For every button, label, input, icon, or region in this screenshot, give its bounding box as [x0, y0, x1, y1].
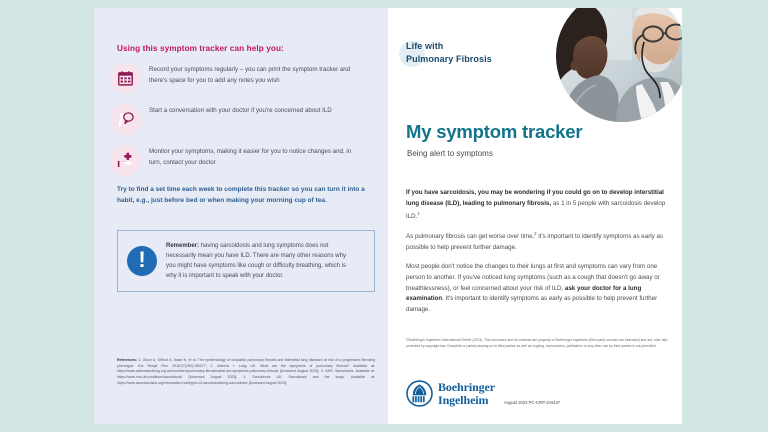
references-label: References: [117, 358, 138, 362]
references-block [117, 358, 375, 386]
paragraph-1-bold: If you have sarcoidosis, you may be wondering if you could go on to develop interstitial lung disease (ILD), leading to pulmonary fibrosis, [406, 189, 664, 207]
remember-lead: Remember: [166, 242, 200, 249]
paragraph-2-ref: 2 [534, 231, 537, 237]
remember-body: having sarcoidosis and lung symptoms does not necessarily mean you have ILD. There are many other reasons why you might have symptoms like cough or difficulty breathing, which is why it is important to speak with your doctor. [166, 242, 346, 280]
brand-lockup [406, 40, 492, 66]
list-item-label: Record your symptoms regularly – you can print the symptom tracker and there's space for you to add any notes you wish [149, 66, 351, 84]
references-body: 1. Olson A, Gifford A, Inase N, et al. The epidemiology of idiopathic pulmonary fibrosis and interstitial lung diseases at risk of a progressive-fibrosing phenotype. Eur Respir Rev. 2018;27(150):180077; 2. Asthma + Lung UK. What are the symptoms of pulmonary fibrosis? Available at: https://www.asthmaandlung.org.uk/conditions/pulmonary-fibrosis/what-are-symptoms-pulmonary-fibrosis [Accessed August 2023]; 3. NHS. Sarcoidosis. Available at: https://www.nhs.uk/conditions/sarcoidosis/ [Accessed August 2023]; 4. Sarcoidosis UK. Sarcoidosis and the lungs. Available at: https://www.sarcoidosisuk.org/information-hub/types-of-sarcoidosis/lung-sarcoidosis/ [Accessed August 2023]. [117, 358, 375, 385]
boehringer-ingelheim-logo [406, 380, 560, 407]
bi-wordmark [438, 381, 495, 407]
paragraph-3-tail: . It's important to identify symptoms as early as possible to help prevent further damage. [406, 295, 658, 314]
paragraph-2 [406, 230, 666, 254]
hero-photo [556, 8, 682, 122]
hand-care-icon [110, 145, 141, 176]
list-item-label: Start a conversation with your doctor if you're concerned about ILD [149, 107, 332, 114]
right-page-panel [388, 8, 682, 424]
paragraph-1 [406, 188, 666, 222]
paragraph-2-normal: As pulmonary fibrosis can get worse over time, [406, 233, 535, 241]
conversation-icon [110, 104, 141, 135]
page-title: My symptom tracker [406, 121, 583, 142]
remember-callout-text [166, 241, 358, 281]
left-panel-heading: Using this symptom tracker can help you: [117, 44, 284, 53]
paragraph-3-bold: ask your doctor for a lung examination [406, 284, 642, 303]
bi-wordmark-line-2: Ingelheim [438, 393, 489, 408]
list-item [110, 62, 376, 94]
bi-mark-icon [406, 380, 433, 407]
benefits-list [110, 62, 376, 185]
paragraph-3 [406, 262, 666, 316]
brand-line-2: Pulmonary Fibrosis [406, 53, 492, 64]
brand-line-1: Life with [406, 41, 444, 51]
paragraph-2-tail: it's important to identify symptoms as early as possible to help prevent further damage. [406, 233, 663, 252]
bi-wordmark-line-1: Boehringer [438, 380, 495, 395]
copyright-text: ©Boehringer Ingelheim International GmbH (2023). This document and its contents are property of Boehringer Ingelheim (third party sources are indicated) and are, inter alia, protected by copyright law. Complete or partial passing on to third parties as well as copying, reproduction, publication or any other use by third parties is not permitted. [406, 338, 668, 348]
paragraph-1-ref: 1 [417, 210, 420, 216]
list-item [110, 144, 376, 176]
list-item [110, 103, 376, 135]
paragraph-1-normal: as 1 in 5 people with sarcoidosis develop ILD. [406, 199, 666, 220]
list-item-label: Monitor your symptoms, making it easier for you to notice changes and, in turn, contact your doctor [149, 148, 352, 166]
habit-tip-text: Try to find a set time each week to complete this tracker so you can turn it into a habit, e.g., just before bed or when making your morning cup of tea. [117, 186, 365, 204]
paragraph-3-normal: Most people don't notice the changes to their lungs at first and symptoms can vary from one person to another. If you've noticed lung symptoms (such as a cough that doesn't go away or breathlessness), or feel concerned about your risk of ILD, [406, 263, 660, 292]
calendar-icon [110, 63, 141, 94]
left-page-panel [94, 8, 388, 424]
job-code-text: August 2023 PC-CRP-104437 [504, 400, 561, 405]
page-subtitle: Being alert to symptoms [407, 149, 493, 158]
remember-callout-box [117, 230, 375, 292]
body-copy [406, 188, 666, 324]
exclamation-icon [127, 246, 157, 276]
exclamation-glyph: ! [138, 247, 146, 272]
